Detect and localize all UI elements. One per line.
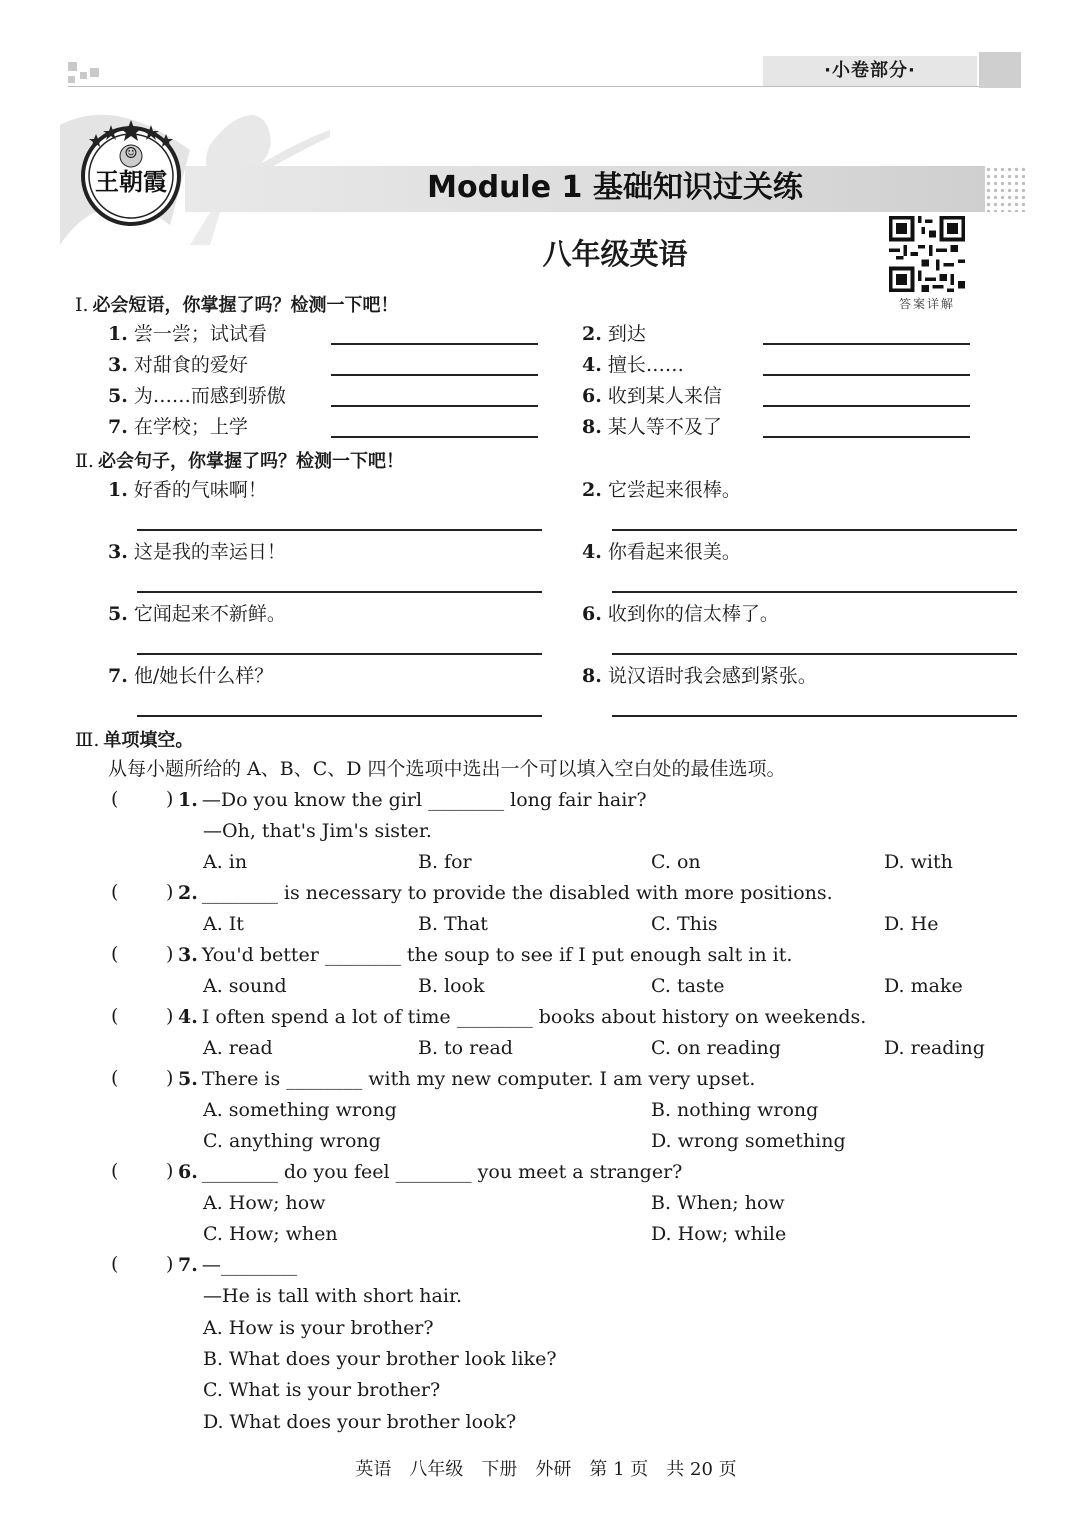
qr-label: 答案详解 xyxy=(898,297,955,311)
answer-paren-close: ) xyxy=(166,881,174,903)
answer-line[interactable] xyxy=(612,653,1017,655)
logo-name: 王朝霞 xyxy=(95,167,167,196)
answer-paren-open: ( xyxy=(111,1067,119,1089)
answer-paren-close: ) xyxy=(166,788,174,810)
phrase-item: 3. 对甜食的爱好 xyxy=(108,354,248,376)
option-d[interactable]: D. What does your brother look? xyxy=(203,1411,517,1433)
answer-paren-open: ( xyxy=(111,788,119,810)
option-c[interactable]: C. taste xyxy=(651,975,725,997)
section-3-heading xyxy=(75,726,193,752)
section-1-heading xyxy=(75,291,399,317)
page-title: Module 1 基础知识过关练 xyxy=(427,170,803,205)
option-b[interactable]: B. look xyxy=(418,975,485,997)
answer-blank[interactable] xyxy=(331,374,538,376)
option-d[interactable]: D. reading xyxy=(884,1037,985,1059)
option-d[interactable]: D. He xyxy=(884,913,939,935)
option-a[interactable]: A. read xyxy=(203,1037,273,1059)
decor-square xyxy=(80,72,87,79)
option-b[interactable]: B. When; how xyxy=(651,1192,785,1214)
sentence-item: 6. 收到你的信太棒了。 xyxy=(582,603,779,625)
qr-code[interactable] xyxy=(889,216,965,292)
answer-paren-open: ( xyxy=(111,881,119,903)
section-1-roman: Ⅰ. xyxy=(75,294,89,316)
phrase-item: 6. 收到某人来信 xyxy=(582,385,722,407)
header-tag-block xyxy=(979,52,1021,88)
header-tag: ·小卷部分· xyxy=(824,60,916,81)
option-a[interactable]: A. It xyxy=(203,913,244,935)
answer-paren-open: ( xyxy=(111,1160,119,1182)
option-d[interactable]: D. wrong something xyxy=(651,1130,846,1152)
page-subtitle: 八年级英语 xyxy=(542,237,688,271)
section-2-heading xyxy=(75,447,404,473)
option-d[interactable]: D. How; while xyxy=(651,1223,787,1245)
question-7-response: —He is tall with short hair. xyxy=(203,1285,462,1307)
sentence-item: 7. 他/她长什么样？ xyxy=(108,665,274,687)
decor-square xyxy=(68,62,77,71)
question-3: 3. You'd better ________ the soup to see if I put enough salt in it. xyxy=(178,944,793,966)
question-6: 6. ________ do you feel ________ you meet a stranger? xyxy=(178,1161,683,1183)
question-1-response: —Oh, that's Jim's sister. xyxy=(203,820,432,842)
section-2-roman: Ⅱ. xyxy=(75,450,94,472)
answer-blank[interactable] xyxy=(331,436,538,438)
phrase-item: 5. 为……而感到骄傲 xyxy=(108,385,286,407)
option-a[interactable]: A. in xyxy=(203,851,248,873)
answer-blank[interactable] xyxy=(763,374,970,376)
phrase-item: 7. 在学校；上学 xyxy=(108,416,248,438)
sentence-item: 8. 说汉语时我会感到紧张。 xyxy=(582,665,817,687)
answer-line[interactable] xyxy=(612,529,1017,531)
answer-paren-close: ) xyxy=(166,943,174,965)
section-1-title: 必会短语，你掌握了吗？检测一下吧！ xyxy=(92,295,399,316)
option-a[interactable]: A. How; how xyxy=(203,1192,326,1214)
answer-paren-close: ) xyxy=(166,1160,174,1182)
answer-line[interactable] xyxy=(137,529,542,531)
answer-slot[interactable] xyxy=(124,1007,164,1029)
decor-square xyxy=(90,68,99,77)
answer-blank[interactable] xyxy=(763,343,970,345)
option-d[interactable]: D. make xyxy=(884,975,963,997)
question-4: 4. I often spend a lot of time ________ books about history on weekends. xyxy=(178,1006,867,1028)
option-b[interactable]: B. What does your brother look like? xyxy=(203,1348,557,1370)
answer-slot[interactable] xyxy=(124,1162,164,1184)
option-a[interactable]: A. How is your brother? xyxy=(203,1317,434,1339)
answer-paren-open: ( xyxy=(111,943,119,965)
answer-paren-close: ) xyxy=(166,1067,174,1089)
answer-line[interactable] xyxy=(137,591,542,593)
option-b[interactable]: B. nothing wrong xyxy=(651,1099,819,1121)
answer-line[interactable] xyxy=(612,591,1017,593)
answer-paren-open: ( xyxy=(111,1253,119,1275)
question-7: 7. —________ xyxy=(178,1254,297,1276)
answer-blank[interactable] xyxy=(763,405,970,407)
option-c[interactable]: C. How; when xyxy=(203,1223,338,1245)
section-3-roman: Ⅲ. xyxy=(75,729,100,751)
answer-line[interactable] xyxy=(137,715,542,717)
answer-slot[interactable] xyxy=(124,790,164,812)
answer-line[interactable] xyxy=(612,715,1017,717)
answer-blank[interactable] xyxy=(763,436,970,438)
answer-slot[interactable] xyxy=(124,1255,164,1277)
option-c[interactable]: C. This xyxy=(651,913,718,935)
sentence-item: 2. 它尝起来很棒。 xyxy=(582,479,741,501)
answer-paren-close: ) xyxy=(166,1253,174,1275)
answer-blank[interactable] xyxy=(331,405,538,407)
phrase-item: 8. 某人等不及了 xyxy=(582,416,722,438)
answer-paren-close: ) xyxy=(166,1005,174,1027)
answer-slot[interactable] xyxy=(124,1069,164,1091)
option-a[interactable]: A. sound xyxy=(203,975,287,997)
option-a[interactable]: A. something wrong xyxy=(203,1099,397,1121)
question-5: 5. There is ________ with my new computer. I am very upset. xyxy=(178,1068,756,1090)
option-b[interactable]: B. for xyxy=(418,851,472,873)
decor-square xyxy=(68,76,75,83)
answer-line[interactable] xyxy=(137,653,542,655)
question-2: 2. ________ is necessary to provide the disabled with more positions. xyxy=(178,882,833,904)
option-c[interactable]: C. anything wrong xyxy=(203,1130,381,1152)
phrase-item: 4. 擅长…… xyxy=(582,354,684,376)
option-d[interactable]: D. with xyxy=(884,851,953,873)
answer-blank[interactable] xyxy=(331,343,538,345)
option-c[interactable]: C. on xyxy=(651,851,701,873)
option-b[interactable]: B. That xyxy=(418,913,488,935)
sentence-item: 4. 你看起来很美。 xyxy=(582,541,741,563)
phrase-item: 1. 尝一尝；试试看 xyxy=(108,323,267,345)
sentence-item: 3. 这是我的幸运日！ xyxy=(108,541,286,563)
phrase-item: 2. 到达 xyxy=(582,323,646,345)
page-footer: 英语 八年级 下册 外研 第 1 页 共 20 页 xyxy=(355,1459,737,1480)
option-c[interactable]: C. What is your brother? xyxy=(203,1379,441,1401)
answer-slot[interactable] xyxy=(124,945,164,967)
header-rule xyxy=(68,86,1020,87)
sentence-item: 1. 好香的气味啊！ xyxy=(108,479,267,501)
option-c[interactable]: C. on reading xyxy=(651,1037,781,1059)
question-1: 1. —Do you know the girl ________ long fair hair? xyxy=(178,789,647,811)
answer-slot[interactable] xyxy=(124,883,164,905)
answer-paren-open: ( xyxy=(111,1005,119,1027)
logo-face-icon: ☺ xyxy=(124,144,138,162)
section-3-title: 单项填空。 xyxy=(103,730,194,751)
section-3-instruction: 从每小题所给的 A、B、C、D 四个选项中选出一个可以填入空白处的最佳选项。 xyxy=(108,758,786,780)
sentence-item: 5. 它闻起来不新鲜。 xyxy=(108,603,286,625)
option-b[interactable]: B. to read xyxy=(418,1037,513,1059)
section-2-title: 必会句子，你掌握了吗？检测一下吧！ xyxy=(97,451,404,472)
